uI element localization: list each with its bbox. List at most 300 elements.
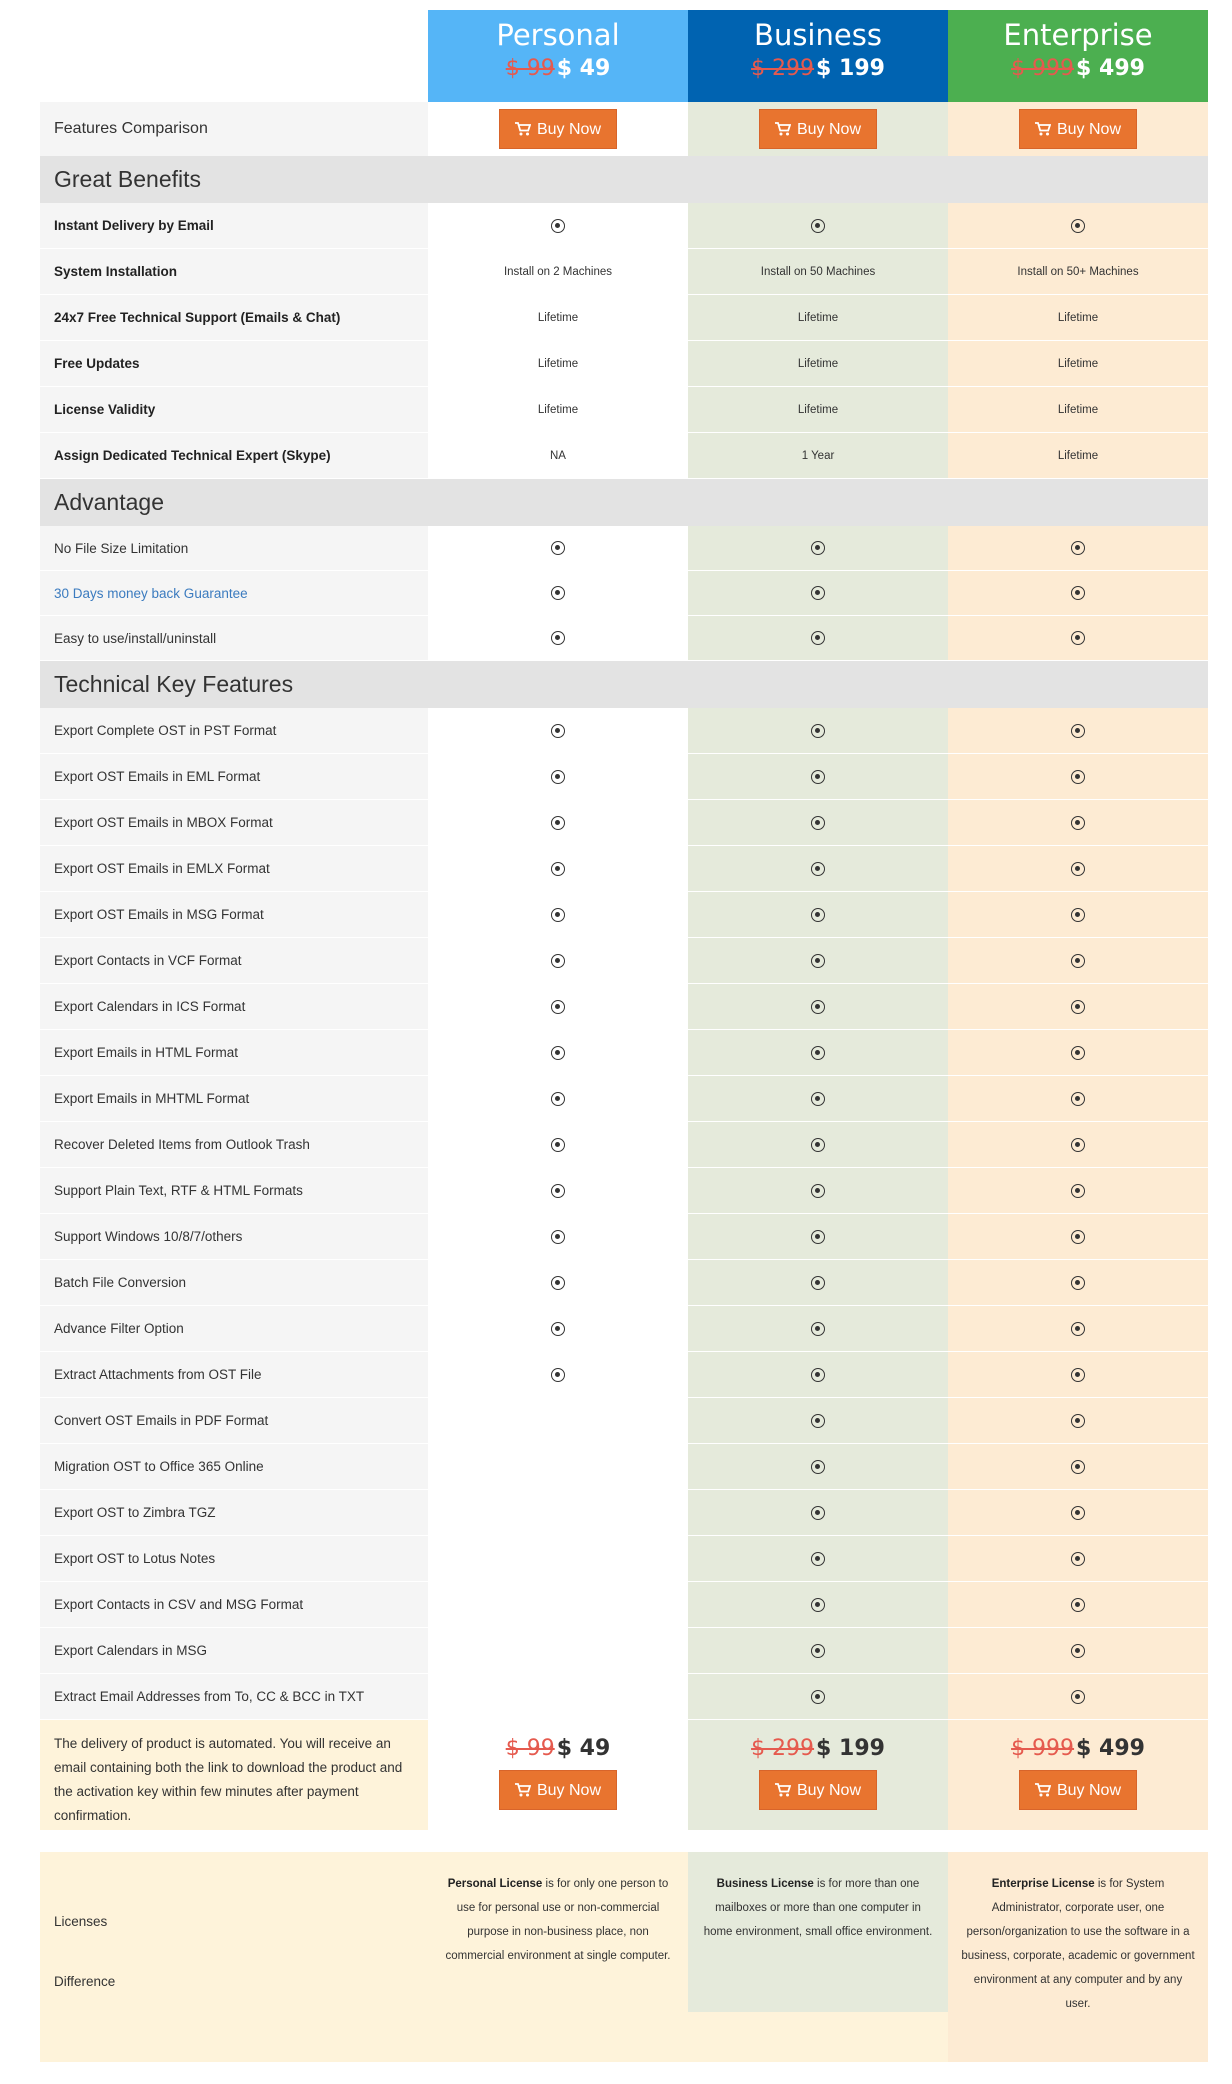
check-icon (1071, 862, 1085, 876)
feature-value (428, 754, 688, 800)
feature-value (688, 1030, 948, 1076)
feature-row (40, 1122, 1208, 1168)
feature-label: Export OST to Zimbra TGZ (40, 1490, 428, 1536)
check-icon (811, 816, 825, 830)
feature-value (948, 846, 1208, 892)
check-icon (811, 1552, 825, 1566)
feature-value-text: Lifetime (537, 357, 579, 370)
buy-now-button[interactable] (1019, 1770, 1137, 1810)
feature-value (688, 1582, 948, 1628)
feature-value (428, 1214, 688, 1260)
feature-value (688, 984, 948, 1030)
check-icon (1071, 1322, 1085, 1336)
feature-value (948, 203, 1208, 249)
footer-buy-wrap (948, 1770, 1208, 1810)
buy-now-button[interactable] (759, 109, 877, 149)
feature-row (40, 1030, 1208, 1076)
footer-price-row (40, 1720, 1208, 1830)
feature-value (948, 1260, 1208, 1306)
feature-label: Batch File Conversion (40, 1260, 428, 1306)
license-description: is for System Administrator, corporate user, one person/organization to use the software in a business, corporate, academic or government environment at any computer and by any user. (961, 1878, 1195, 2010)
feature-label: Assign Dedicated Technical Expert (Skype) (40, 433, 428, 479)
feature-value (428, 1628, 688, 1674)
buy-now-button[interactable] (499, 109, 617, 149)
feature-value (948, 1306, 1208, 1352)
feature-row (40, 846, 1208, 892)
current-price: $ 49 (556, 56, 611, 81)
feature-value (688, 249, 948, 295)
old-price: $ 299 (751, 56, 815, 81)
cart-icon (515, 121, 537, 138)
feature-row (40, 341, 1208, 387)
check-icon (1071, 1138, 1085, 1152)
feature-row (40, 1260, 1208, 1306)
license-description: is for more than one mailboxes or more than one computer in home environment, small office environment. (703, 1878, 933, 1938)
buy-now-label: Buy Now (796, 121, 862, 138)
feature-value (688, 846, 948, 892)
feature-value (428, 1168, 688, 1214)
buy-now-button[interactable] (1019, 109, 1137, 149)
feature-label: No File Size Limitation (40, 526, 428, 571)
check-icon (811, 1276, 825, 1290)
feature-value (428, 203, 688, 249)
check-icon (1071, 586, 1085, 600)
check-icon (551, 908, 565, 922)
check-icon (1071, 1184, 1085, 1198)
feature-label: Extract Email Addresses from To, CC & BCC in TXT (40, 1674, 428, 1720)
feature-value-text: Lifetime (1057, 357, 1099, 370)
licenses-title (40, 1852, 428, 2062)
check-icon (551, 1000, 565, 1014)
old-price: $ 999 (1011, 1736, 1075, 1761)
feature-label: Export Contacts in VCF Format (40, 938, 428, 984)
cart-icon (515, 1782, 537, 1799)
feature-value (428, 1260, 688, 1306)
feature-label: Support Windows 10/8/7/others (40, 1214, 428, 1260)
feature-row (40, 800, 1208, 846)
feature-row (40, 1168, 1208, 1214)
check-icon (1071, 1506, 1085, 1520)
feature-label: System Installation (40, 249, 428, 295)
feature-row (40, 1076, 1208, 1122)
feature-value (948, 387, 1208, 433)
footer-plan-cell (948, 1720, 1208, 1830)
footer-buy-wrap (428, 1770, 688, 1810)
check-icon (811, 1138, 825, 1152)
feature-value (948, 341, 1208, 387)
feature-value (948, 892, 1208, 938)
feature-value (428, 1398, 688, 1444)
current-price: $ 49 (556, 1736, 611, 1761)
plan-header-enterprise (948, 10, 1208, 102)
check-icon (1071, 954, 1085, 968)
feature-row (40, 203, 1208, 249)
section-header: Technical Key Features (40, 661, 1208, 708)
feature-value (948, 571, 1208, 616)
section-header: Great Benefits (40, 156, 1208, 203)
buy-now-label: Buy Now (1056, 121, 1122, 138)
feature-label: Support Plain Text, RTF & HTML Formats (40, 1168, 428, 1214)
plan-name: Enterprise (1003, 18, 1153, 52)
plan-price (948, 54, 1208, 84)
check-icon (551, 954, 565, 968)
check-icon (1071, 1046, 1085, 1060)
check-icon (1071, 1598, 1085, 1612)
feature-value (428, 571, 688, 616)
check-icon (551, 1230, 565, 1244)
feature-value (428, 387, 688, 433)
check-icon (811, 1368, 825, 1382)
check-icon (811, 1644, 825, 1658)
feature-label: Migration OST to Office 365 Online (40, 1444, 428, 1490)
check-icon (551, 1092, 565, 1106)
feature-label: Export Calendars in ICS Format (40, 984, 428, 1030)
feature-value (428, 1030, 688, 1076)
check-icon (551, 862, 565, 876)
feature-value (948, 938, 1208, 984)
check-icon (811, 1092, 825, 1106)
check-icon (811, 219, 825, 233)
feature-value (948, 1214, 1208, 1260)
check-icon (1071, 1460, 1085, 1474)
check-icon (811, 1000, 825, 1014)
feature-value (428, 341, 688, 387)
plan-name: Personal (496, 18, 620, 52)
feature-value (688, 938, 948, 984)
feature-value-text: NA (550, 449, 566, 462)
plan-name: Business (754, 18, 882, 52)
feature-row (40, 526, 1208, 571)
feature-value (688, 295, 948, 341)
feature-value (688, 1674, 948, 1720)
feature-value (688, 800, 948, 846)
check-icon (811, 724, 825, 738)
check-icon (1071, 1000, 1085, 1014)
feature-row (40, 616, 1208, 661)
check-icon (1071, 770, 1085, 784)
check-icon (811, 1506, 825, 1520)
feature-value (688, 754, 948, 800)
feature-value (948, 800, 1208, 846)
plan-price (428, 1720, 688, 1764)
license-text (688, 1852, 948, 1952)
check-icon (811, 1046, 825, 1060)
feature-value (688, 1352, 948, 1398)
license-name: Personal License (447, 1878, 543, 1890)
check-icon (811, 631, 825, 645)
feature-row (40, 754, 1208, 800)
feature-value (948, 616, 1208, 661)
check-icon (551, 1276, 565, 1290)
check-icon (1071, 908, 1085, 922)
footer-plan-cell (688, 1720, 948, 1830)
feature-value (948, 1352, 1208, 1398)
feature-value-text: Install on 50+ Machines (1017, 265, 1139, 278)
buy-now-button[interactable] (759, 1770, 877, 1810)
check-icon (551, 586, 565, 600)
section-header: Advantage (40, 479, 1208, 526)
feature-value (428, 984, 688, 1030)
check-icon (1071, 1414, 1085, 1428)
buy-now-label: Buy Now (536, 1782, 602, 1799)
feature-row (40, 1214, 1208, 1260)
feature-label: Export Emails in MHTML Format (40, 1076, 428, 1122)
feature-label: Export OST Emails in EMLX Format (40, 846, 428, 892)
feature-label: Export Contacts in CSV and MSG Format (40, 1582, 428, 1628)
feature-value (688, 1628, 948, 1674)
buy-now-label: Buy Now (796, 1782, 862, 1799)
feature-value-text: Lifetime (537, 403, 579, 416)
check-icon (551, 770, 565, 784)
feature-label: 24x7 Free Technical Support (Emails & Chat) (40, 295, 428, 341)
current-price: $ 499 (1076, 1736, 1145, 1761)
feature-value (948, 984, 1208, 1030)
license-name: Business License (716, 1878, 814, 1890)
feature-label: Extract Attachments from OST File (40, 1352, 428, 1398)
check-icon (551, 724, 565, 738)
check-icon (811, 1598, 825, 1612)
feature-row (40, 892, 1208, 938)
feature-value (688, 1260, 948, 1306)
license-business (688, 1852, 948, 2012)
feature-value (428, 616, 688, 661)
feature-value (428, 1306, 688, 1352)
feature-value (948, 526, 1208, 571)
feature-value-text: Lifetime (1057, 311, 1099, 324)
plan-price (688, 1720, 948, 1764)
feature-value (688, 1076, 948, 1122)
feature-value (948, 1674, 1208, 1720)
feature-row (40, 433, 1208, 479)
feature-value (948, 1628, 1208, 1674)
feature-value (688, 1444, 948, 1490)
check-icon (1071, 1276, 1085, 1290)
feature-value (688, 1122, 948, 1168)
feature-value (428, 1352, 688, 1398)
feature-row (40, 249, 1208, 295)
cart-icon (775, 121, 797, 138)
feature-label: Export Emails in HTML Format (40, 1030, 428, 1076)
feature-label: Free Updates (40, 341, 428, 387)
feature-value-text: Lifetime (537, 311, 579, 324)
feature-value (688, 1536, 948, 1582)
check-icon (811, 1690, 825, 1704)
feature-row (40, 1306, 1208, 1352)
feature-value (428, 433, 688, 479)
feature-value (428, 249, 688, 295)
feature-value (948, 754, 1208, 800)
feature-label: Export OST to Lotus Notes (40, 1536, 428, 1582)
feature-value (948, 1490, 1208, 1536)
feature-value (688, 526, 948, 571)
feature-value (428, 1444, 688, 1490)
feature-value (428, 800, 688, 846)
feature-label: Recover Deleted Items from Outlook Trash (40, 1122, 428, 1168)
plan-price (428, 54, 688, 84)
license-text (948, 1852, 1208, 2024)
check-icon (811, 1414, 825, 1428)
check-icon (811, 954, 825, 968)
feature-value (428, 1674, 688, 1720)
check-icon (811, 1460, 825, 1474)
plan-header-business (688, 10, 948, 102)
feature-value (688, 1398, 948, 1444)
license-description: is for only one person to use for personal use or non-commercial purpose in non-business place, non commercial environment at single computer. (445, 1878, 671, 1962)
feature-value (948, 433, 1208, 479)
license-text (428, 1852, 688, 1976)
check-icon (811, 1322, 825, 1336)
feature-label: Export Complete OST in PST Format (40, 708, 428, 754)
feature-row (40, 1398, 1208, 1444)
licenses-title-line2: Difference (54, 1974, 116, 1989)
feature-value-text: Lifetime (797, 357, 839, 370)
check-icon (551, 816, 565, 830)
feature-value (428, 526, 688, 571)
feature-value (688, 708, 948, 754)
feature-label: Instant Delivery by Email (40, 203, 428, 249)
buy-cell (688, 102, 948, 156)
feature-value (948, 1076, 1208, 1122)
check-icon (811, 541, 825, 555)
feature-value (428, 1076, 688, 1122)
buy-now-label: Buy Now (536, 121, 602, 138)
feature-row (40, 1628, 1208, 1674)
feature-label: Easy to use/install/uninstall (40, 616, 428, 661)
current-price: $ 499 (1076, 56, 1145, 81)
check-icon (1071, 541, 1085, 555)
feature-value (948, 249, 1208, 295)
feature-value (428, 1490, 688, 1536)
license-name: Enterprise License (991, 1878, 1095, 1890)
feature-label: Export OST Emails in EML Format (40, 754, 428, 800)
feature-value (948, 1582, 1208, 1628)
feature-value (948, 1030, 1208, 1076)
cart-icon (1035, 1782, 1057, 1799)
feature-value (948, 1444, 1208, 1490)
feature-value (688, 892, 948, 938)
feature-value-text: Install on 2 Machines (503, 265, 613, 278)
feature-row (40, 1352, 1208, 1398)
cart-icon (1035, 121, 1057, 138)
feature-value-text: 1 Year (801, 449, 835, 462)
feature-value (688, 1490, 948, 1536)
money-back-link[interactable]: 30 Days money back Guarantee (40, 571, 428, 616)
feature-value (688, 1214, 948, 1260)
check-icon (811, 862, 825, 876)
feature-row (40, 1490, 1208, 1536)
feature-value (688, 203, 948, 249)
feature-value (428, 846, 688, 892)
license-personal (428, 1852, 688, 2062)
check-icon (811, 586, 825, 600)
check-icon (551, 1184, 565, 1198)
features-comparison-row (40, 102, 1208, 156)
feature-value-text: Lifetime (1057, 449, 1099, 462)
current-price: $ 199 (816, 1736, 885, 1761)
check-icon (1071, 816, 1085, 830)
check-icon (1071, 724, 1085, 738)
feature-value (688, 433, 948, 479)
check-icon (551, 1138, 565, 1152)
buy-now-button[interactable] (499, 1770, 617, 1810)
check-icon (551, 631, 565, 645)
feature-row (40, 1582, 1208, 1628)
feature-value (688, 341, 948, 387)
buy-now-label: Buy Now (1056, 1782, 1122, 1799)
check-icon (1071, 1690, 1085, 1704)
check-icon (811, 770, 825, 784)
feature-value (688, 1168, 948, 1214)
footer-buy-wrap (688, 1770, 948, 1810)
feature-row (40, 984, 1208, 1030)
old-price: $ 999 (1011, 56, 1075, 81)
check-icon (551, 541, 565, 555)
feature-row (40, 1674, 1208, 1720)
licenses-difference (40, 1852, 1208, 2062)
feature-label: Export OST Emails in MBOX Format (40, 800, 428, 846)
check-icon (551, 219, 565, 233)
feature-value-text: Lifetime (797, 311, 839, 324)
check-icon (1071, 631, 1085, 645)
feature-row (40, 938, 1208, 984)
feature-value (428, 1122, 688, 1168)
feature-row (40, 571, 1208, 616)
feature-value (948, 1536, 1208, 1582)
old-price: $ 99 (505, 1736, 555, 1761)
check-icon (1071, 219, 1085, 233)
buy-cell (428, 102, 688, 156)
feature-value (428, 708, 688, 754)
features-comparison-label: Features Comparison (40, 102, 428, 156)
check-icon (1071, 1092, 1085, 1106)
feature-value (948, 1168, 1208, 1214)
footer-plan-cell (428, 1720, 688, 1830)
feature-row (40, 387, 1208, 433)
old-price: $ 299 (751, 1736, 815, 1761)
license-enterprise (948, 1852, 1208, 2062)
feature-value (688, 1306, 948, 1352)
feature-value (688, 571, 948, 616)
check-icon (811, 1184, 825, 1198)
feature-row (40, 1444, 1208, 1490)
feature-label: Export OST Emails in MSG Format (40, 892, 428, 938)
feature-label: License Validity (40, 387, 428, 433)
buy-cell (948, 102, 1208, 156)
check-icon (551, 1322, 565, 1336)
feature-value (428, 892, 688, 938)
feature-label: Advance Filter Option (40, 1306, 428, 1352)
feature-row (40, 295, 1208, 341)
feature-value (428, 295, 688, 341)
feature-value (948, 1122, 1208, 1168)
feature-value-text: Lifetime (1057, 403, 1099, 416)
current-price: $ 199 (816, 56, 885, 81)
feature-value-text: Lifetime (797, 403, 839, 416)
feature-value-text: Install on 50 Machines (760, 265, 876, 278)
feature-value (688, 616, 948, 661)
delivery-note: The delivery of product is automated. You will receive an email containing both the link to download the product and the activation key within few minutes after payment confirmation. (40, 1720, 428, 1830)
feature-label: Export Calendars in MSG (40, 1628, 428, 1674)
old-price: $ 99 (505, 56, 555, 81)
feature-value (948, 295, 1208, 341)
check-icon (1071, 1644, 1085, 1658)
feature-value (428, 1582, 688, 1628)
check-icon (811, 1230, 825, 1244)
plan-price (688, 54, 948, 84)
feature-value (428, 938, 688, 984)
feature-row (40, 708, 1208, 754)
check-icon (1071, 1552, 1085, 1566)
